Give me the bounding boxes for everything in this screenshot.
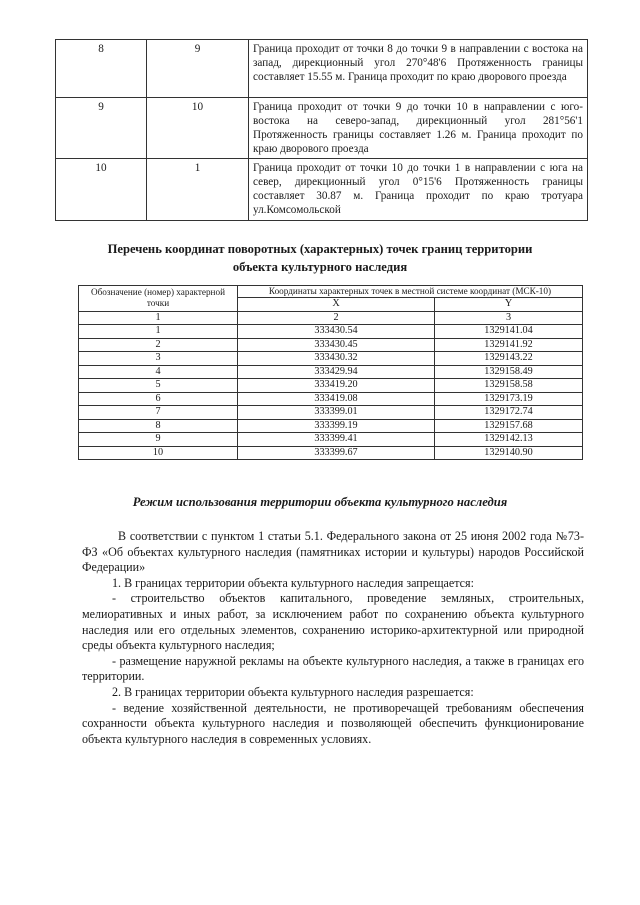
boundary-to-point: 10: [147, 98, 249, 159]
coordinate-y: 1329172.74: [435, 406, 583, 420]
coordinate-row: [79, 338, 583, 352]
regime-title: Режим использования территории объекта культурного наследия: [132, 495, 508, 509]
coordinate-row: [79, 392, 583, 406]
column-index-1: 1: [79, 311, 238, 325]
coordinates-rows: [79, 325, 583, 460]
coordinates-title-line1: Перечень координат поворотных (характерных) точек границ территории: [107, 242, 533, 256]
boundary-row: [56, 159, 588, 221]
boundary-row: [56, 98, 588, 159]
coordinate-y: 1329141.04: [435, 325, 583, 339]
point-number: 1: [79, 325, 238, 339]
coordinate-y: 1329141.92: [435, 338, 583, 352]
coordinate-row: [79, 379, 583, 393]
coordinate-row: [79, 433, 583, 447]
coordinate-x: 333430.54: [238, 325, 435, 339]
point-number: 8: [79, 419, 238, 433]
regime-text: [82, 529, 584, 747]
coordinate-y: 1329158.49: [435, 365, 583, 379]
boundary-from-point: 8: [56, 40, 147, 98]
coordinate-x: 333419.08: [238, 392, 435, 406]
coordinate-row: [79, 446, 583, 460]
header-y: Y: [435, 298, 583, 312]
coordinate-x: 333430.45: [238, 338, 435, 352]
boundary-description-table: [55, 39, 588, 221]
paragraph-allowed-activity: - ведение хозяйственной деятельности, не противоречащей требованиям обеспечения сохранности объекта культурного наследия и позволяющей обеспечить функционирование объекта культурного наследия в современных условиях.: [82, 700, 584, 746]
paragraph-prohibited-heading: 1. В границах территории объекта культурного наследия запрещается:: [112, 575, 474, 590]
boundary-to-point: 9: [147, 40, 249, 98]
coordinate-row: [79, 406, 583, 420]
coordinate-row: [79, 419, 583, 433]
coordinates-title-line2: объекта культурного наследия: [232, 260, 408, 274]
coordinate-y: 1329140.90: [435, 446, 583, 460]
boundary-description: Граница проходит от точки 9 до точки 10 в направлении с юго-востока на северо-запад, дирекционный угол 281°56'1 Протяженность границы составляет 1.26 м. Граница проходит по краю дворового проезда: [249, 98, 588, 159]
boundary-description: Граница проходит от точки 8 до точки 9 в направлении с востока на запад, дирекционный угол 270°48'6 Протяженность границы составляет 15.55 м. Граница проходит по краю дворового проезда: [249, 40, 588, 98]
coordinate-y: 1329142.13: [435, 433, 583, 447]
boundary-description: Граница проходит от точки 10 до точки 1 в направлении с юга на север, дирекционный угол 0°15'6 Протяженность границы составляет 30.87 м. Граница проходит по краю тротуара ул.Комсомольской: [249, 159, 588, 221]
paragraph-allowed-heading: 2. В границах территории объекта культурного наследия разрешается:: [112, 684, 474, 699]
coordinate-y: 1329158.58: [435, 379, 583, 393]
coordinates-table: [78, 285, 583, 460]
coordinate-row: [79, 325, 583, 339]
header-point-number: Обозначение (номер) характерной точки: [79, 286, 238, 312]
coordinate-x: 333419.20: [238, 379, 435, 393]
point-number: 7: [79, 406, 238, 420]
boundary-to-point: 1: [147, 159, 249, 221]
header-coordinates: Координаты характерных точек в местной системе координат (МСК-10): [238, 286, 583, 298]
coordinate-x: 333399.19: [238, 419, 435, 433]
paragraph-prohibited-construction: - строительство объектов капитального, проведение земляных, строительных, мелиоративных и иных работ, за исключением работ по сохранению объекта культурного наследия или его отдельных элементов, сохранению историко-архитектурной или природной среды объекта культурного наследия;: [82, 591, 584, 653]
boundary-from-point: 9: [56, 98, 147, 159]
paragraph-intro: В соответствии с пунктом 1 статьи 5.1. Федерального закона от 25 июня 2002 года №73-ФЗ «Об объектах культурного наследия (памятниках истории и культуры) народов Российской Федерации»: [82, 529, 584, 575]
point-number: 2: [79, 338, 238, 352]
coordinate-x: 333399.41: [238, 433, 435, 447]
point-number: 6: [79, 392, 238, 406]
coordinate-x: 333399.67: [238, 446, 435, 460]
paragraph-prohibited-advertising: - размещение наружной рекламы на объекте культурного наследия, а также в границах его территории.: [82, 653, 584, 684]
point-number: 4: [79, 365, 238, 379]
coordinate-x: 333429.94: [238, 365, 435, 379]
coordinate-y: 1329143.22: [435, 352, 583, 366]
coordinate-row: [79, 352, 583, 366]
header-x: X: [238, 298, 435, 312]
coordinate-x: 333430.32: [238, 352, 435, 366]
coordinate-row: [79, 365, 583, 379]
coordinate-y: 1329157.68: [435, 419, 583, 433]
column-index-3: 3: [435, 311, 583, 325]
boundary-row: [56, 40, 588, 98]
boundary-from-point: 10: [56, 159, 147, 221]
coordinates-title: [60, 240, 580, 276]
point-number: 9: [79, 433, 238, 447]
coordinate-x: 333399.01: [238, 406, 435, 420]
point-number: 5: [79, 379, 238, 393]
point-number: 3: [79, 352, 238, 366]
coordinate-y: 1329173.19: [435, 392, 583, 406]
point-number: 10: [79, 446, 238, 460]
column-index-2: 2: [238, 311, 435, 325]
